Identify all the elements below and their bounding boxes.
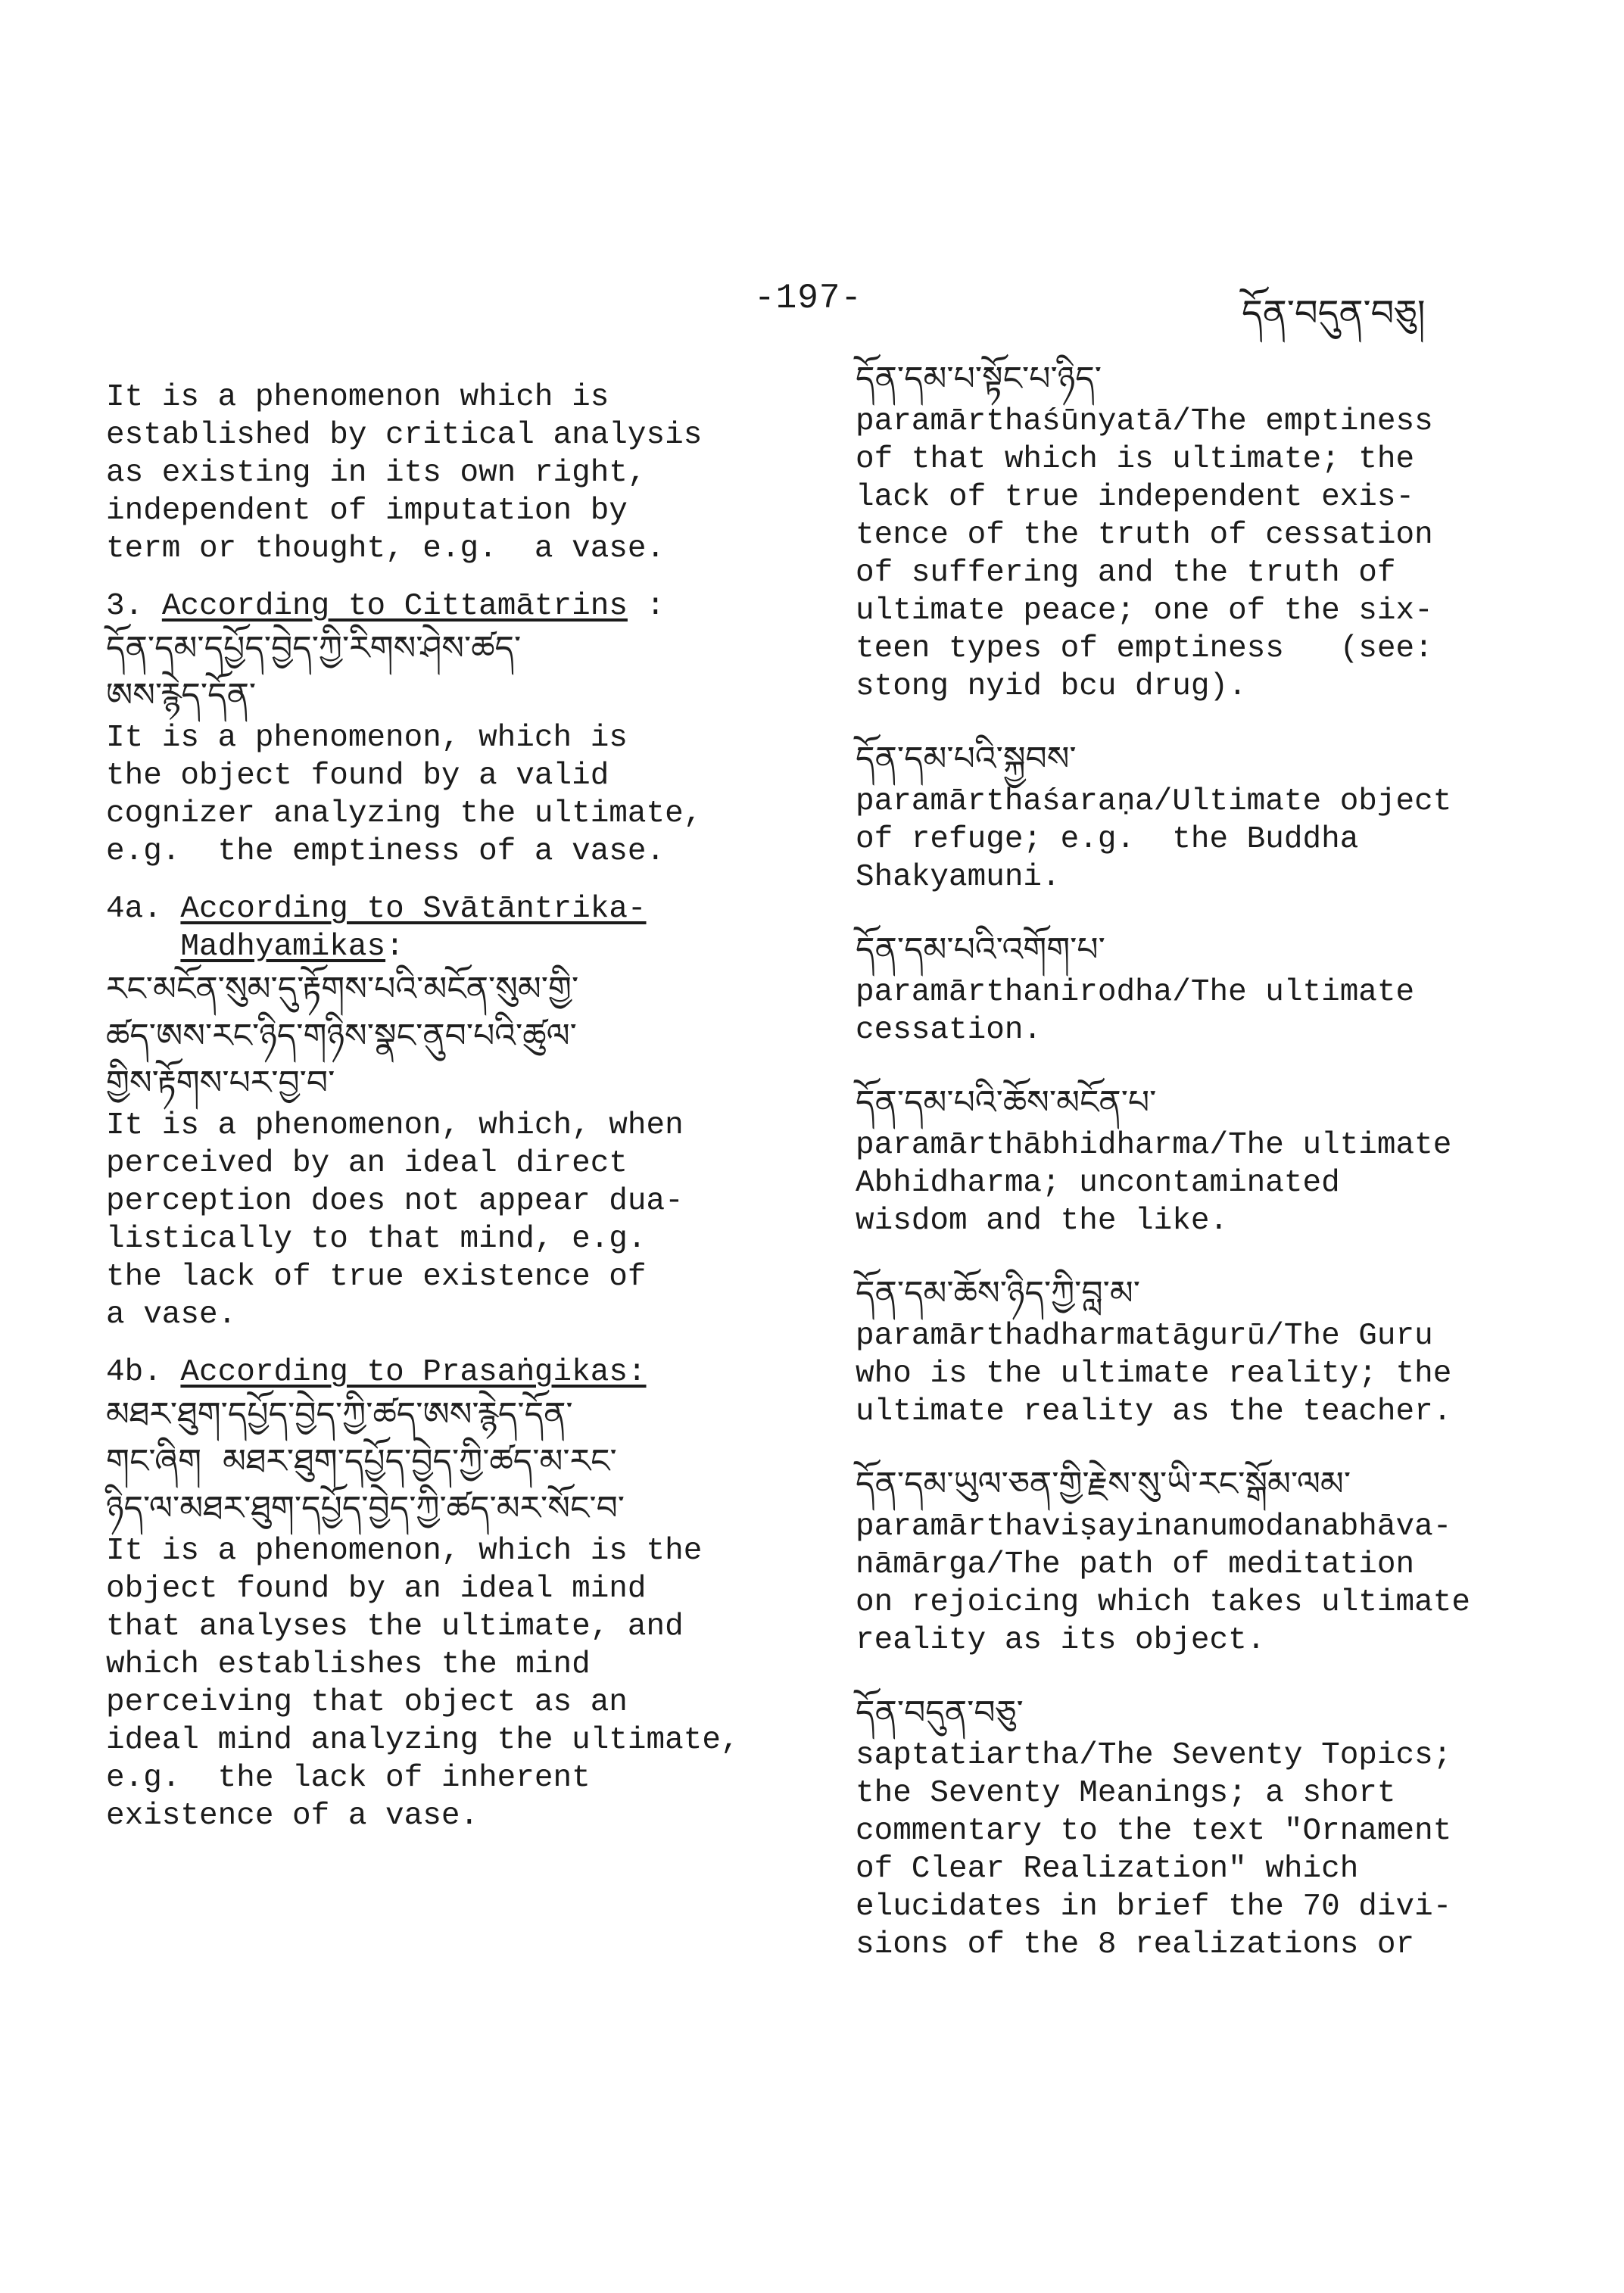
section-prasangikas: [106, 1354, 787, 1835]
tibetan-line: ཚད་ཨས་རང་ཉིད་གཉིས་སྣང་ནུབ་པའི་ཚུལ་: [106, 1017, 577, 1055]
text-line: e.g. the emptiness of a vase.: [106, 834, 665, 869]
section-cittamatrins: [106, 587, 787, 871]
text-line: ultimate peace; one of the six-: [856, 594, 1433, 628]
text-line: Shakyamuni.: [856, 860, 1061, 895]
left-column: [106, 379, 787, 1855]
section-svatantrika: [106, 890, 787, 1334]
text-line: of suffering and the truth of: [856, 556, 1396, 590]
entry-tibetan: དོན་དམ་པའི་སྐྱབས་: [856, 740, 1077, 778]
text-line: on rejoicing which takes ultimate: [856, 1585, 1470, 1620]
glossary-entry: [856, 1080, 1537, 1240]
text-line: the object found by a valid: [106, 759, 609, 793]
text-line: object found by an ideal mind: [106, 1572, 647, 1606]
text-line: commentary to the text "Ornament: [856, 1814, 1452, 1849]
text-line: Abhidharma; uncontaminated: [856, 1166, 1340, 1201]
text-line: of refuge; e.g. the Buddha: [856, 822, 1359, 857]
glossary-entry: [856, 1690, 1537, 1964]
text-line: ideal mind analyzing the ultimate,: [106, 1723, 740, 1758]
tibetan-line: ཨས་རྙེད་དོན་: [106, 676, 257, 715]
section-number: 3.: [106, 589, 144, 624]
section-title: According to Cittamātrins: [161, 589, 628, 624]
glossary-entry: [856, 1461, 1537, 1659]
section-title: According to Svātāntrika-: [180, 892, 647, 927]
text-line: lack of true independent exis-: [856, 480, 1415, 515]
text-line: paramārthaviṣayinanumodanabhāva-: [856, 1509, 1452, 1544]
running-head: དོན་བདུན་བཅུ།: [1242, 292, 1426, 335]
tibetan-line: དོན་དམ་དཔྱོད་བྱེད་ཀྱི་རིགས་ཤེས་ཚད་: [106, 629, 522, 668]
section-heading: [106, 890, 787, 928]
section-colon: :: [385, 930, 404, 964]
section-title-cont: Madhyamikas: [180, 930, 386, 964]
text-line: listically to that mind, e.g.: [106, 1222, 647, 1257]
text-line: perceiving that object as an: [106, 1685, 628, 1720]
section-heading-cont: [106, 928, 787, 966]
text-line: the lack of true existence of: [106, 1260, 647, 1294]
text-line: stong nyid bcu drug).: [856, 669, 1247, 704]
text-line: It is a phenomenon, which is: [106, 721, 628, 756]
glossary-entry: [856, 1270, 1537, 1431]
tibetan-line: ཉིད་ལ་མཐར་ཐུག་དཔྱོད་བྱེད་ཀྱི་ཚད་མར་སོང་བ་: [106, 1489, 625, 1528]
section-heading: [106, 1354, 787, 1391]
text-line: cessation.: [856, 1013, 1043, 1048]
text-line: paramārthaśaraṇa/Ultimate object: [856, 784, 1452, 819]
text-line: independent of imputation by: [106, 494, 628, 528]
glossary-entry: [856, 736, 1537, 896]
right-column: [856, 356, 1537, 1994]
entry-tibetan: དོན་དམ་ཡུལ་ཅན་གྱི་རྗེས་སུ་ཡི་རང་སྒོམ་ལམ་: [856, 1465, 1351, 1503]
text-line: existence of a vase.: [106, 1799, 479, 1833]
text-line: ultimate reality as the teacher.: [856, 1394, 1452, 1429]
text-line: It is a phenomenon, which, when: [106, 1108, 684, 1143]
tibetan-line: རང་མངོན་སུམ་དུ་རྟོགས་པའི་མངོན་སུམ་གྱི་: [106, 970, 579, 1008]
text-line: perception does not appear dua-: [106, 1184, 684, 1219]
text-line: as existing in its own right,: [106, 456, 647, 491]
text-line: tence of the truth of cessation: [856, 518, 1433, 553]
text-line: nāmārga/The path of meditation: [856, 1547, 1415, 1582]
entry-tibetan: དོན་བདུན་བཅུ་: [856, 1693, 1024, 1732]
text-line: paramārthaśūnyatā/The emptiness: [856, 404, 1433, 439]
text-line: It is a phenomenon which is: [106, 380, 609, 415]
glossary-entry: [856, 927, 1537, 1049]
text-line: saptatiartha/The Seventy Topics;: [856, 1738, 1452, 1773]
text-line: sions of the 8 realizations or: [856, 1927, 1415, 1962]
text-line: reality as its object.: [856, 1623, 1266, 1658]
text-line: cognizer analyzing the ultimate,: [106, 796, 703, 831]
section-number: 4a.: [106, 892, 162, 927]
entry-tibetan: དོན་དམ་པའི་འགོག་པ་: [856, 930, 1105, 969]
text-line: paramārthābhidharma/The ultimate: [856, 1128, 1452, 1163]
text-line: a vase.: [106, 1298, 237, 1332]
text-line: paramārthanirodha/The ultimate: [856, 975, 1415, 1010]
text-line: term or thought, e.g. a vase.: [106, 531, 665, 566]
tibetan-line: གང་ཞིག མཐར་ཐུག་དཔྱོད་བྱེད་ཀྱི་ཚད་མ་རང་: [106, 1442, 617, 1481]
text-line: the Seventy Meanings; a short: [856, 1776, 1396, 1811]
text-line: which establishes the mind: [106, 1647, 591, 1682]
entry-tibetan: དོན་དམ་ཆོས་ཉིད་ཀྱི་བླ་མ་: [856, 1274, 1140, 1313]
text-line: wisdom and the like.: [856, 1204, 1229, 1238]
text-line: It is a phenomenon, which is the: [106, 1534, 703, 1569]
page-number: -197-: [754, 279, 863, 318]
glossary-entry: [856, 356, 1537, 706]
text-line: perceived by an ideal direct: [106, 1146, 628, 1181]
text-line: of that which is ultimate; the: [856, 442, 1415, 477]
text-line: paramārthadharmatāgurū/The Guru: [856, 1319, 1433, 1354]
section-heading: [106, 587, 787, 625]
text-line: elucidates in brief the 70 divi-: [856, 1890, 1452, 1924]
tibetan-line: མཐར་ཐུག་དཔྱོད་བྱེད་ཀྱི་ཚད་ཨས་རྙེད་དོན་: [106, 1395, 573, 1434]
entry-tibetan: དོན་དམ་པ་སྟོང་པ་ཉིད་: [856, 360, 1102, 398]
intro-definition: [106, 379, 787, 568]
entry-tibetan: དོན་དམ་པའི་ཆོས་མངོན་པ་: [856, 1083, 1157, 1122]
text-line: teen types of emptiness (see:: [856, 631, 1433, 666]
text-line: established by critical analysis: [106, 418, 703, 453]
section-title: According to Prasaṅgikas:: [180, 1355, 647, 1390]
text-line: e.g. the lack of inherent: [106, 1761, 591, 1796]
section-number: 4b.: [106, 1355, 162, 1390]
section-colon: :: [646, 589, 665, 624]
text-line: who is the ultimate reality; the: [856, 1357, 1452, 1391]
text-line: that analyses the ultimate, and: [106, 1609, 684, 1644]
tibetan-line: གྱིས་རྟོགས་པར་བྱ་བ་: [106, 1064, 335, 1102]
text-line: of Clear Realization" which: [856, 1852, 1359, 1886]
